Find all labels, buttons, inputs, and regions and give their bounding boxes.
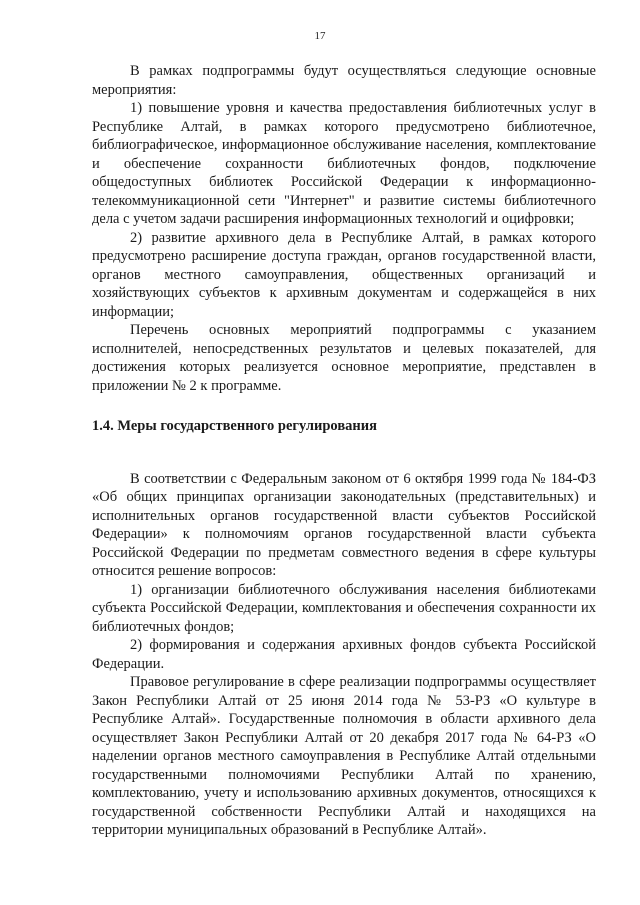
paragraph-legal-regulation: Правовое регулирование в сфере реализации подпрограммы осуществляет Закон Республики Алтай от 25 июня 2014 года № 53-РЗ «О культуре в Республике Алтай». Государственные полномочия в области архивного дела осуществляет Закон Республики Алтай от 20 декабря 2017 года № 64-РЗ «О наделении органов местного самоуправления в Республике Алтай отдельными государственными полномочиями Республики Алтай по хранению, комплектованию, учету и использованию архивных документов, относящихся к государственной собственности Республики Алтай и находящихся на территории муниципальных образований в Республике Алтай». [92,674,596,838]
section-heading: 1.4. Меры государственного регулирования [92,418,377,434]
list-item-archive-development: 2) развитие архивного дела в Республике Алтай, в рамках которого предусмотрено расширение доступа граждан, органов государственной власти, органов местного самоуправления, общественных организаций и хозяйствующих субъектов к архивным документам и содержащейся в них информации; [92,229,596,320]
paragraph-federal-law: В соответствии с Федеральным законом от 6 октября 1999 года № 184-ФЗ «Об общих принципах организации законодательных (представительных) и исполнительных органов государственной власти субъектов Российской Федерации» к полномочиям органов государственной власти субъекта Российской Федерации по предметам совместного ведения в сфере культуры относится решение вопросов: [92,470,596,579]
list-item-archive-funds: 2) формирования и содержания архивных фондов субъекта Российской Федерации. [92,637,596,672]
list-item-library-organization: 1) организации библиотечного обслуживания населения библиотеками субъекта Российской Федерации, комплектования и обеспечения сохранности их библиотечных фондов; [92,581,596,635]
paragraph-activities-list: Перечень основных мероприятий подпрограммы с указанием исполнителей, непосредственных результатов и целевых показателей, для достижения которых реализуется основное мероприятие, представлен в приложении № 2 к программе. [92,322,596,394]
document-body [92,62,596,840]
page-number: 17 [314,30,326,42]
list-item-library-services: 1) повышение уровня и качества предоставления библиотечных услуг в Республике Алтай, в рамках которого предусмотрено библиотечное, библиографическое, информационное обслуживание населения, комплектование и обеспечение сохранности библиотечных фондов, подключение общедоступных библиотек Российской Федерации к информационно-телекоммуникационной сети "Интернет" и развитие системы библиотечного дела с учетом задачи расширения информационных технологий и оцифровки; [92,100,596,227]
paragraph-intro: В рамках подпрограммы будут осуществляться следующие основные мероприятия: [92,63,596,98]
